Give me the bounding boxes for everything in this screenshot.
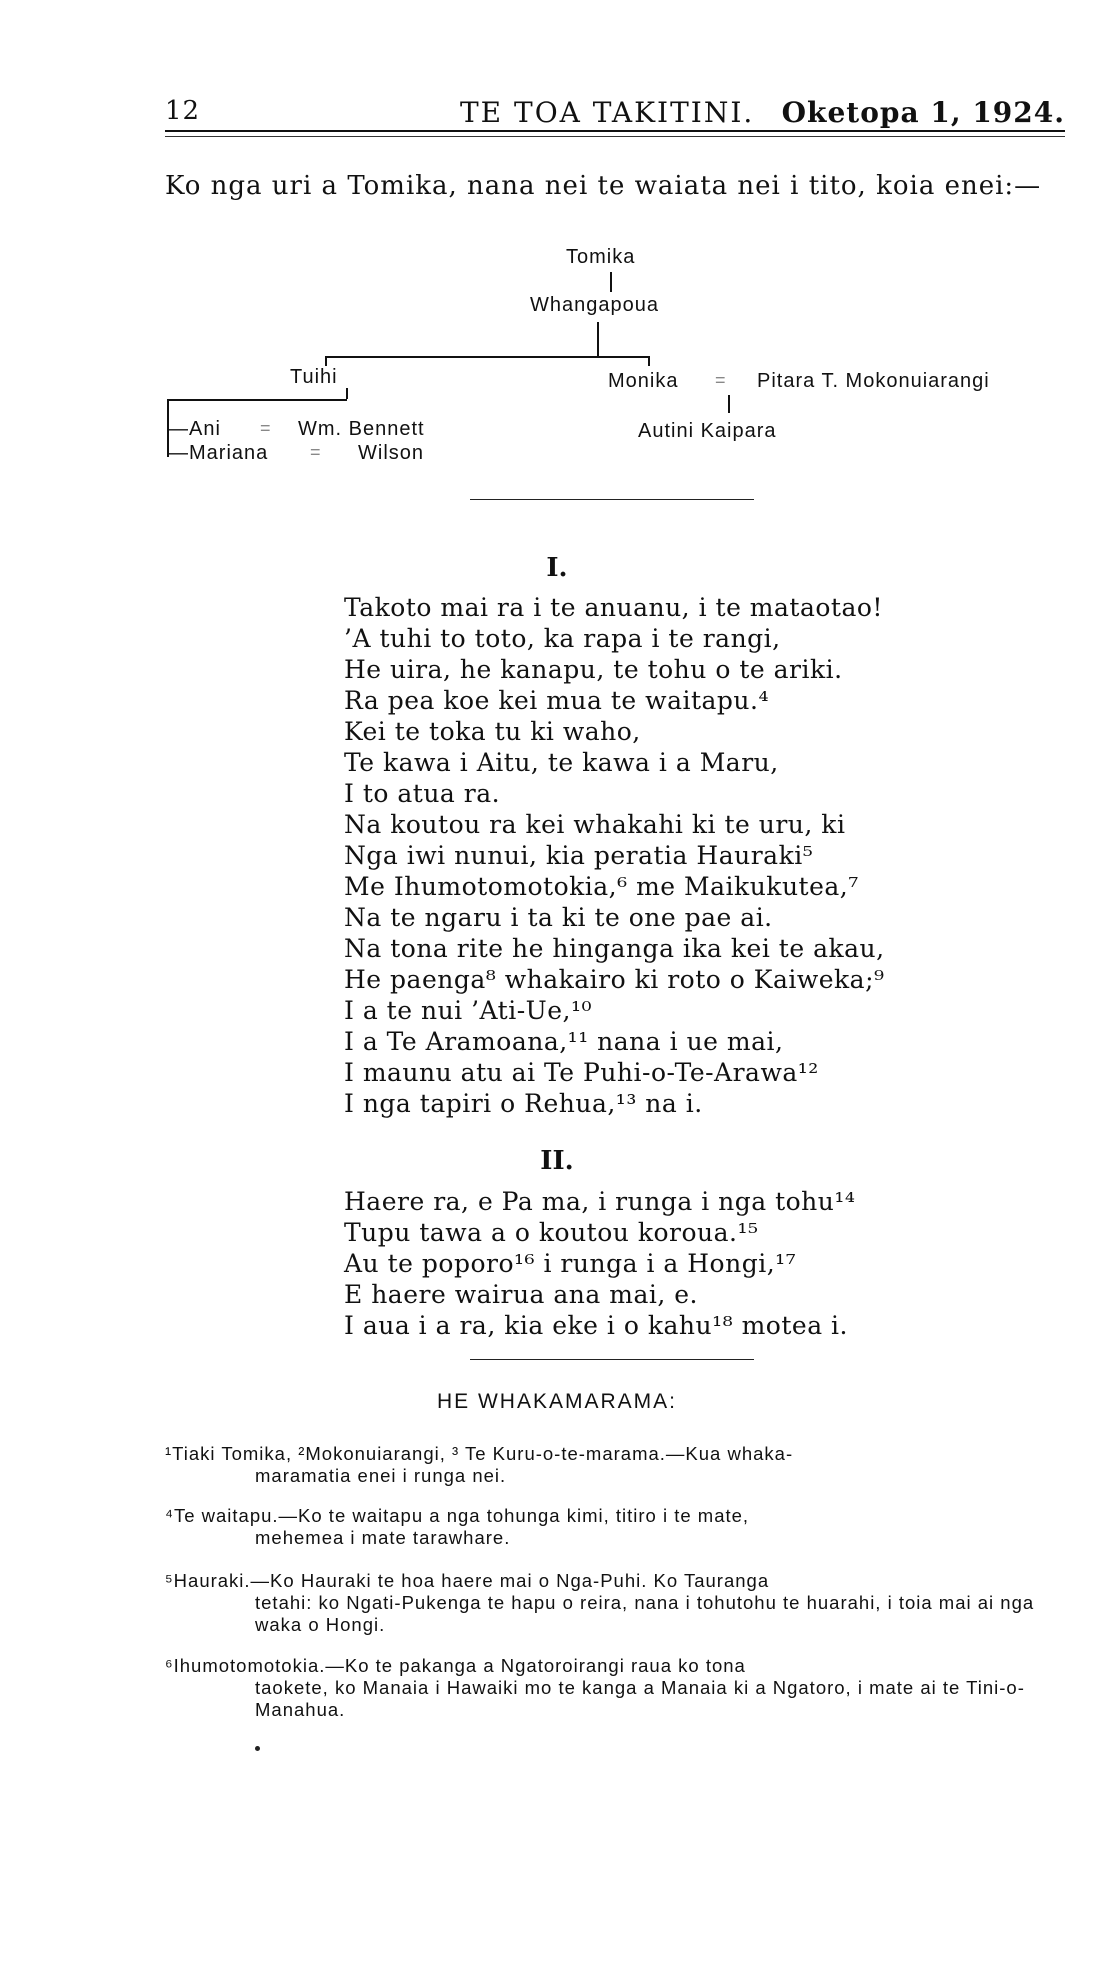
poem-line: Kei te toka tu ki waho, (344, 717, 641, 746)
genealogy-root: Tomika (566, 246, 636, 268)
genealogy-line (648, 356, 650, 366)
header-rule-thin (165, 136, 1065, 137)
genealogy-child: Whangapoua (530, 294, 659, 316)
genealogy-right-child: Monika (608, 370, 679, 392)
poem-line: He uira, he kanapu, te tohu o te ariki. (344, 655, 843, 684)
footnote (165, 1443, 1065, 1487)
poem-line: I a Te Aramoana,¹¹ nana i ue mai, (344, 1027, 784, 1056)
footnote (165, 1570, 1065, 1636)
footnote-continuation: tetahi: ko Ngati-Pukenga te hapu o reira, nana i tohutohu te huarahi, i toia mai ai nga waka o Hongi. (255, 1592, 1035, 1635)
intro-paragraph: Ko nga uri a Tomika, nana nei te waiata nei i tito, koia enei:— (165, 171, 1042, 201)
poem-line: Te kawa i Aitu, te kawa i a Maru, (344, 748, 779, 777)
poem-line: Me Ihumotomotokia,⁶ me Maikukutea,⁷ (344, 872, 859, 901)
poem-line: Na tona rite he hinganga ika kei te akau, (344, 934, 885, 963)
footnote (165, 1655, 1065, 1721)
poem-line: I aua i a ra, kia eke i o kahu¹⁸ motea i. (344, 1311, 848, 1340)
genealogy-branch-line (167, 399, 347, 401)
marriage-sign: = (310, 442, 321, 462)
genealogy-spouse: Pitara T. Mokonuiarangi (757, 370, 990, 392)
genealogy-grandchild: Autini Kaipara (638, 420, 777, 442)
poem-line: ’A tuhi to toto, ka rapa i te rangi, (344, 624, 781, 653)
poem-line: Haere ra, e Pa ma, i runga i nga tohu¹⁴ (344, 1187, 856, 1216)
page-number: 12 (165, 96, 201, 126)
poem-line: I nga tapiri o Rehua,¹³ na i. (344, 1089, 703, 1118)
footnote-continuation: maramatia enei i runga nei. (255, 1465, 507, 1486)
footnote-first-line: ¹Tiaki Tomika, ²Mokonuiarangi, ³ Te Kuru-o-te-marama.—Kua whaka- (165, 1443, 794, 1464)
genealogy-line (346, 388, 348, 399)
publication-title: TE TOA TAKITINI. (460, 96, 755, 129)
poem-line: He paenga⁸ whakairo ki roto o Kaiweka;⁹ (344, 965, 885, 994)
stray-mark (255, 1746, 260, 1751)
footnote-first-line: ⁵Hauraki.—Ko Hauraki te hoa haere mai o Nga-Puhi. Ko Tauranga (165, 1570, 770, 1591)
poem-verse-2 (344, 1186, 1044, 1341)
footnote-first-line: ⁶Ihumotomotokia.—Ko te pakanga a Ngatoroirangi raua ko tona (165, 1655, 746, 1676)
genealogy-spouse: Wm. Bennett (298, 418, 425, 440)
footnote-first-line: ⁴Te waitapu.—Ko te waitapu a nga tohunga kimi, titiro i te mate, (165, 1505, 750, 1526)
marriage-sign: = (260, 418, 271, 438)
genealogy-line (610, 272, 612, 292)
notes-heading: HE WHAKAMARAMA: (436, 1390, 678, 1413)
header-rule (165, 130, 1065, 132)
poem-line: Ra pea koe kei mua te waitapu.⁴ (344, 686, 769, 715)
genealogy-grandchild: —Ani (168, 418, 221, 440)
section-divider (470, 499, 754, 500)
genealogy-grandchild: —Mariana (168, 442, 269, 464)
poem-line: E haere wairua ana mai, e. (344, 1280, 698, 1309)
genealogy-line (728, 395, 730, 413)
poem-section-heading: I. (546, 553, 568, 583)
footnote-continuation: mehemea i mate tarawhare. (255, 1527, 511, 1548)
genealogy-spouse: Wilson (358, 442, 425, 464)
genealogy-line (325, 356, 327, 366)
running-header (165, 96, 1065, 128)
marriage-sign: = (715, 370, 726, 390)
genealogy-line (597, 322, 599, 356)
poem-line: I to atua ra. (344, 779, 501, 808)
section-divider (470, 1359, 754, 1360)
poem-line: I a te nui ’Ati-Ue,¹⁰ (344, 996, 593, 1025)
genealogy-left-child: Tuihi (290, 366, 338, 388)
poem-line: I maunu atu ai Te Puhi-o-Te-Arawa¹² (344, 1058, 819, 1087)
poem-section-heading: II. (540, 1146, 574, 1176)
poem-line: Au te poporo¹⁶ i runga i a Hongi,¹⁷ (344, 1249, 797, 1278)
poem-line: Nga iwi nunui, kia peratia Hauraki⁵ (344, 841, 814, 870)
poem-line: Na koutou ra kei whakahi ki te uru, ki (344, 810, 846, 839)
footnote (165, 1505, 1065, 1549)
footnote-continuation: taokete, ko Manaia i Hawaiki mo te kanga a Manaia ki a Ngatoro, i mate ai te Tini-o-Manahua. (255, 1677, 1025, 1720)
issue-date: Oketopa 1, 1924. (781, 96, 1065, 129)
genealogy-branch-line (325, 356, 650, 358)
poem-line: Takoto mai ra i te anuanu, i te mataotao! (344, 593, 883, 622)
poem-line: Tupu tawa a o koutou koroua.¹⁵ (344, 1218, 759, 1247)
poem-verse-1 (344, 592, 1044, 1119)
poem-line: Na te ngaru i ta ki te one pae ai. (344, 903, 773, 932)
